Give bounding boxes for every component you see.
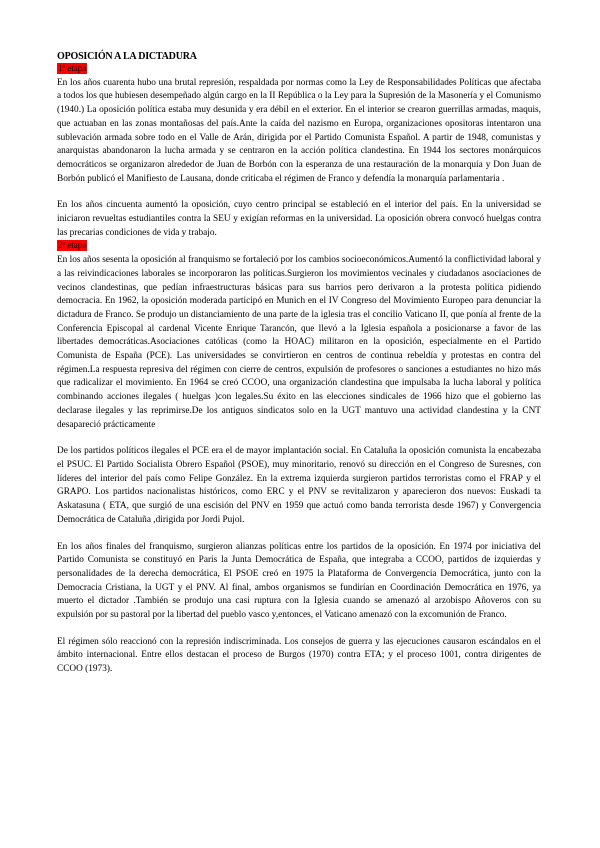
document-body	[57, 50, 541, 677]
paragraph-4: De los partidos políticos ilegales el PCE era el de mayor implantación social. En Cataluña la oposición comunista la encabezaba el PSUC. El Partido Socialista Obrero Español (PSOE), muy minoritario, renovó su dirección en el Congreso de Suresnes, con líderes del interior del país como Felipe González. En la extrema izquierda surgieron partidos terroristas como el FRAP y el GRAPO. Los partidos nacionalistas históricos, como ERC y el PNV se revitalizaron y aparecieron dos nuevos: Euskadi ta Askatasuna ( ETA, que surgió de una escisión del PNV en 1959 que actuó como banda terrorista desde 1967) y Convergencia Democrática de Cataluña ,dirigida por Jordi Pujol.	[57, 446, 541, 525]
stage-2-label: 2ª etapa	[58, 240, 87, 251]
paragraph-2: En los años cincuenta aumentó la oposición, cuyo centro principal se estableció en el interior del país. En la universidad se iniciaron revueltas estudiantiles contra la SEU y exigían reformas en la universidad. La oposición obrera convocó huelgas contra las precarias condiciones de vida y trabajo.	[57, 200, 541, 238]
document-title: OPOSICIÓN A LA DICTADURA	[57, 51, 197, 62]
paragraph-3: En los años sesenta la oposición al franquismo se fortaleció por los cambios socioeconómicos.Aumentó la conflictividad laboral y a las reivindicaciones laborales se incorporaron las políticas.Surgieron los movimientos vecinales y ciudadanos asociaciones de vecinos clandestinas, que pedían infraestructuras básicas para sus barrios pero derivaron a la protesta política pidiendo democracia. En 1962, la oposición moderada participó en Munich en el IV Congreso del Movimiento Europeo para denunciar la dictadura de Franco. Se produjo un distanciamiento de una parte de la iglesia tras el concilio Vaticano II, que ponía al frente de la Conferencia Episcopal al cardenal Vicente Enrique Tarancón, que llevó a la Iglesia española a posicionarse a favor de las libertades democráticas.Asociaciones católicas (como la HOAC) militaron en la oposición, especialmente en el Partido Comunista de España (PCE). Las universidades se convirtieron en centros de continua rebeldía y protestas en contra del régimen.La respuesta represiva del régimen con cierre de centros, expulsión de profesores o sanciones a estudiantes no hizo más que radicalizar el movimiento. En 1964 se creó CCOO, una organización clandestina que impulsaba la lucha laboral y política combinando acciones ilegales ( huelgas )con legales.Su éxito en las elecciones sindicales de 1966 hizo que el gobierno las declarase ilegales y las reprimirse.De los antiguos sindicatos solo en la UGT mantuvo una actividad clandestina y la CNT desapareció prácticamente	[57, 255, 541, 430]
paragraph-1: En los años cuarenta hubo una brutal represión, respaldada por normas como la Ley de Responsabilidades Políticas que afectaba a todos los que hubiesen desempeñado algún cargo en la II República o la Ley para la Supresión de la Masonería y el Comunismo (1940.) La oposición política estaba muy desunida y era débil en el exterior. En el interior se crearon guerrillas armadas, maquis, que actuaban en las zonas montañosas del país.Ante la caída del nazismo en Europa, organizaciones opositoras intentaron una sublevación armada sobre todo en el Valle de Arán, dirigida por el Partido Comunista Español. A partir de 1948, comunistas y anarquistas abandonaron la lucha armada y se centraron en la acción política clandestina. En 1944 los sectores monárquicos democráticos se organizaron alrededor de Juan de Borbón con la esperanza de una restauración de la monarquía y Don Juan de Borbón publicó el Manifiesto de Lausana, donde criticaba el régimen de Franco y defendía la monarquía parlamentaria .	[57, 77, 541, 184]
paragraph-5: En los años finales del franquismo, surgieron alianzas políticas entre los partidos de la oposición. En 1974 por iniciativa del Partido Comunista se constituyó en París la Junta Democrática de España, que integraba a CCOO, partidos de izquierdas y personalidades de la derecha democrática, El PSOE creó en 1975 la Plataforma de Convergencia Democrática, junto con la Democracia Cristiana, la UGT y el PNV. Al final, ambos organismos se fundirían en Coordinación Democrática en 1976, ya muerto el dictador .También se produjo una casi ruptura con la Iglesia cuando se amenazó al arzobispo Añoveros con su expulsión por su pastoral por la libertad del pueblo vasco y,entonces, el Vaticano amenazó con la excomunión de Franco.	[57, 541, 541, 621]
stage-1-label: 1ª etapa	[58, 63, 87, 73]
paragraph-6: El régimen sólo reaccionó con la represión indiscriminada. Los consejos de guerra y las ejecuciones causaron escándalos en el ámbito internacional. Entre ellos destacan el proceso de Burgos (1970) contra ETA; y el proceso 1001, contra dirigentes de CCOO (1973).	[57, 636, 541, 675]
